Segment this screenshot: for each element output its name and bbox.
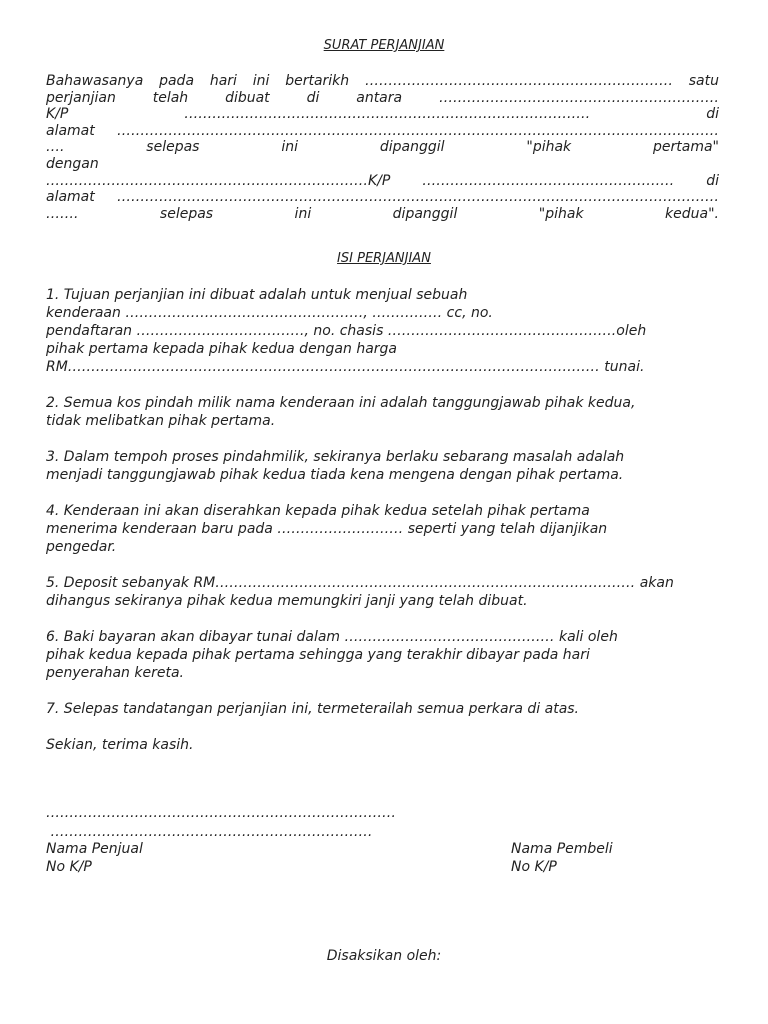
intro-line: alamat ………………………………………………………………………………………………………………… xyxy=(46,189,719,206)
clause-6 xyxy=(46,628,726,682)
clause-line: pihak pertama kepada pihak kedua dengan harga xyxy=(46,341,398,357)
clause-line: 4. Kenderaan ini akan diserahkan kepada pihak kedua setelah pihak pertama xyxy=(46,503,590,519)
closing-remark xyxy=(46,736,726,754)
intro-line: …. selepas ini dipanggil "pihak pertama" xyxy=(46,139,719,156)
document-title: SURAT PERJANJIAN xyxy=(323,38,445,53)
intro-paragraph xyxy=(46,73,719,222)
clause-line: kenderaan ……………………………………………, …………… cc, no. xyxy=(46,305,493,321)
intro-line: Bahawasanya pada hari ini bertarikh ………………………………………………………… satu xyxy=(46,73,719,89)
signature-dots-line: ………………………………………………………………… xyxy=(46,805,396,821)
clause-line: 5. Deposit sebanyak RM……………………………………………………………………………… akan xyxy=(46,575,674,591)
clause-2 xyxy=(46,394,726,430)
clause-line: menjadi tanggungjawab pihak kedua tiada kena mengena dengan pihak pertama. xyxy=(46,467,624,483)
clause-3 xyxy=(46,448,726,484)
clause-line: Sekian, terima kasih. xyxy=(46,737,194,753)
clause-line: pengedar. xyxy=(46,539,117,555)
intro-line: perjanjian telah dibuat di antara …………………………………………………… xyxy=(46,89,719,106)
buyer-name-label: Nama Pembeli xyxy=(511,841,613,857)
clause-7 xyxy=(46,700,726,718)
clause-line: 6. Baki bayaran akan dibayar tunai dalam ……………………………………… kali oleh xyxy=(46,629,618,645)
seller-name-label: Nama Penjual xyxy=(46,841,143,857)
clause-line: pendaftaran ………………………………, no. chasis ………………………………………….oleh xyxy=(46,323,647,339)
seller-ic-label: No K/P xyxy=(46,859,92,875)
intro-line: K/P …………………………………………………………………………… di xyxy=(46,106,719,123)
clause-line: penyerahan kereta. xyxy=(46,665,184,681)
buyer-ic-label: No K/P xyxy=(511,859,557,875)
clause-1 xyxy=(46,286,726,376)
intro-line: dengan xyxy=(46,155,99,172)
signature-dots-line: …………………………………………………………… xyxy=(46,824,373,840)
clause-line: 1. Tujuan perjanjian ini dibuat adalah untuk menjual sebuah xyxy=(46,287,468,303)
intro-line: ……………………………………………………………K/P ……………………………………………… di xyxy=(46,172,719,189)
clause-line: 7. Selepas tandatangan perjanjian ini, termeterailah semua perkara di atas. xyxy=(46,701,580,717)
clause-list xyxy=(46,286,726,772)
clause-line: dihangus sekiranya pihak kedua memungkiri janji yang telah dibuat. xyxy=(46,593,528,609)
clause-line: 3. Dalam tempoh proses pindahmilik, sekiranya berlaku sebarang masalah adalah xyxy=(46,449,625,465)
clause-4 xyxy=(46,502,726,556)
intro-line: ……. selepas ini dipanggil "pihak kedua". xyxy=(46,205,719,222)
clause-line: pihak kedua kepada pihak pertama sehingga yang terakhir dibayar pada hari xyxy=(46,647,590,663)
clause-line: 2. Semua kos pindah milik nama kenderaan ini adalah tanggungjawab pihak kedua, xyxy=(46,395,636,411)
intro-line: alamat ………………………………………………………………………………………………………………… xyxy=(46,122,719,139)
clause-line: menerima kenderaan baru pada ……………………… seperti yang telah dijanjikan xyxy=(46,521,608,537)
section-title: ISI PERJANJIAN xyxy=(337,251,431,266)
clause-line: RM…………………………………………………………………………………………………… tunai. xyxy=(46,359,645,375)
clause-5 xyxy=(46,574,726,610)
witness-label: Disaksikan oleh: xyxy=(326,948,442,964)
clause-line: tidak melibatkan pihak pertama. xyxy=(46,413,276,429)
